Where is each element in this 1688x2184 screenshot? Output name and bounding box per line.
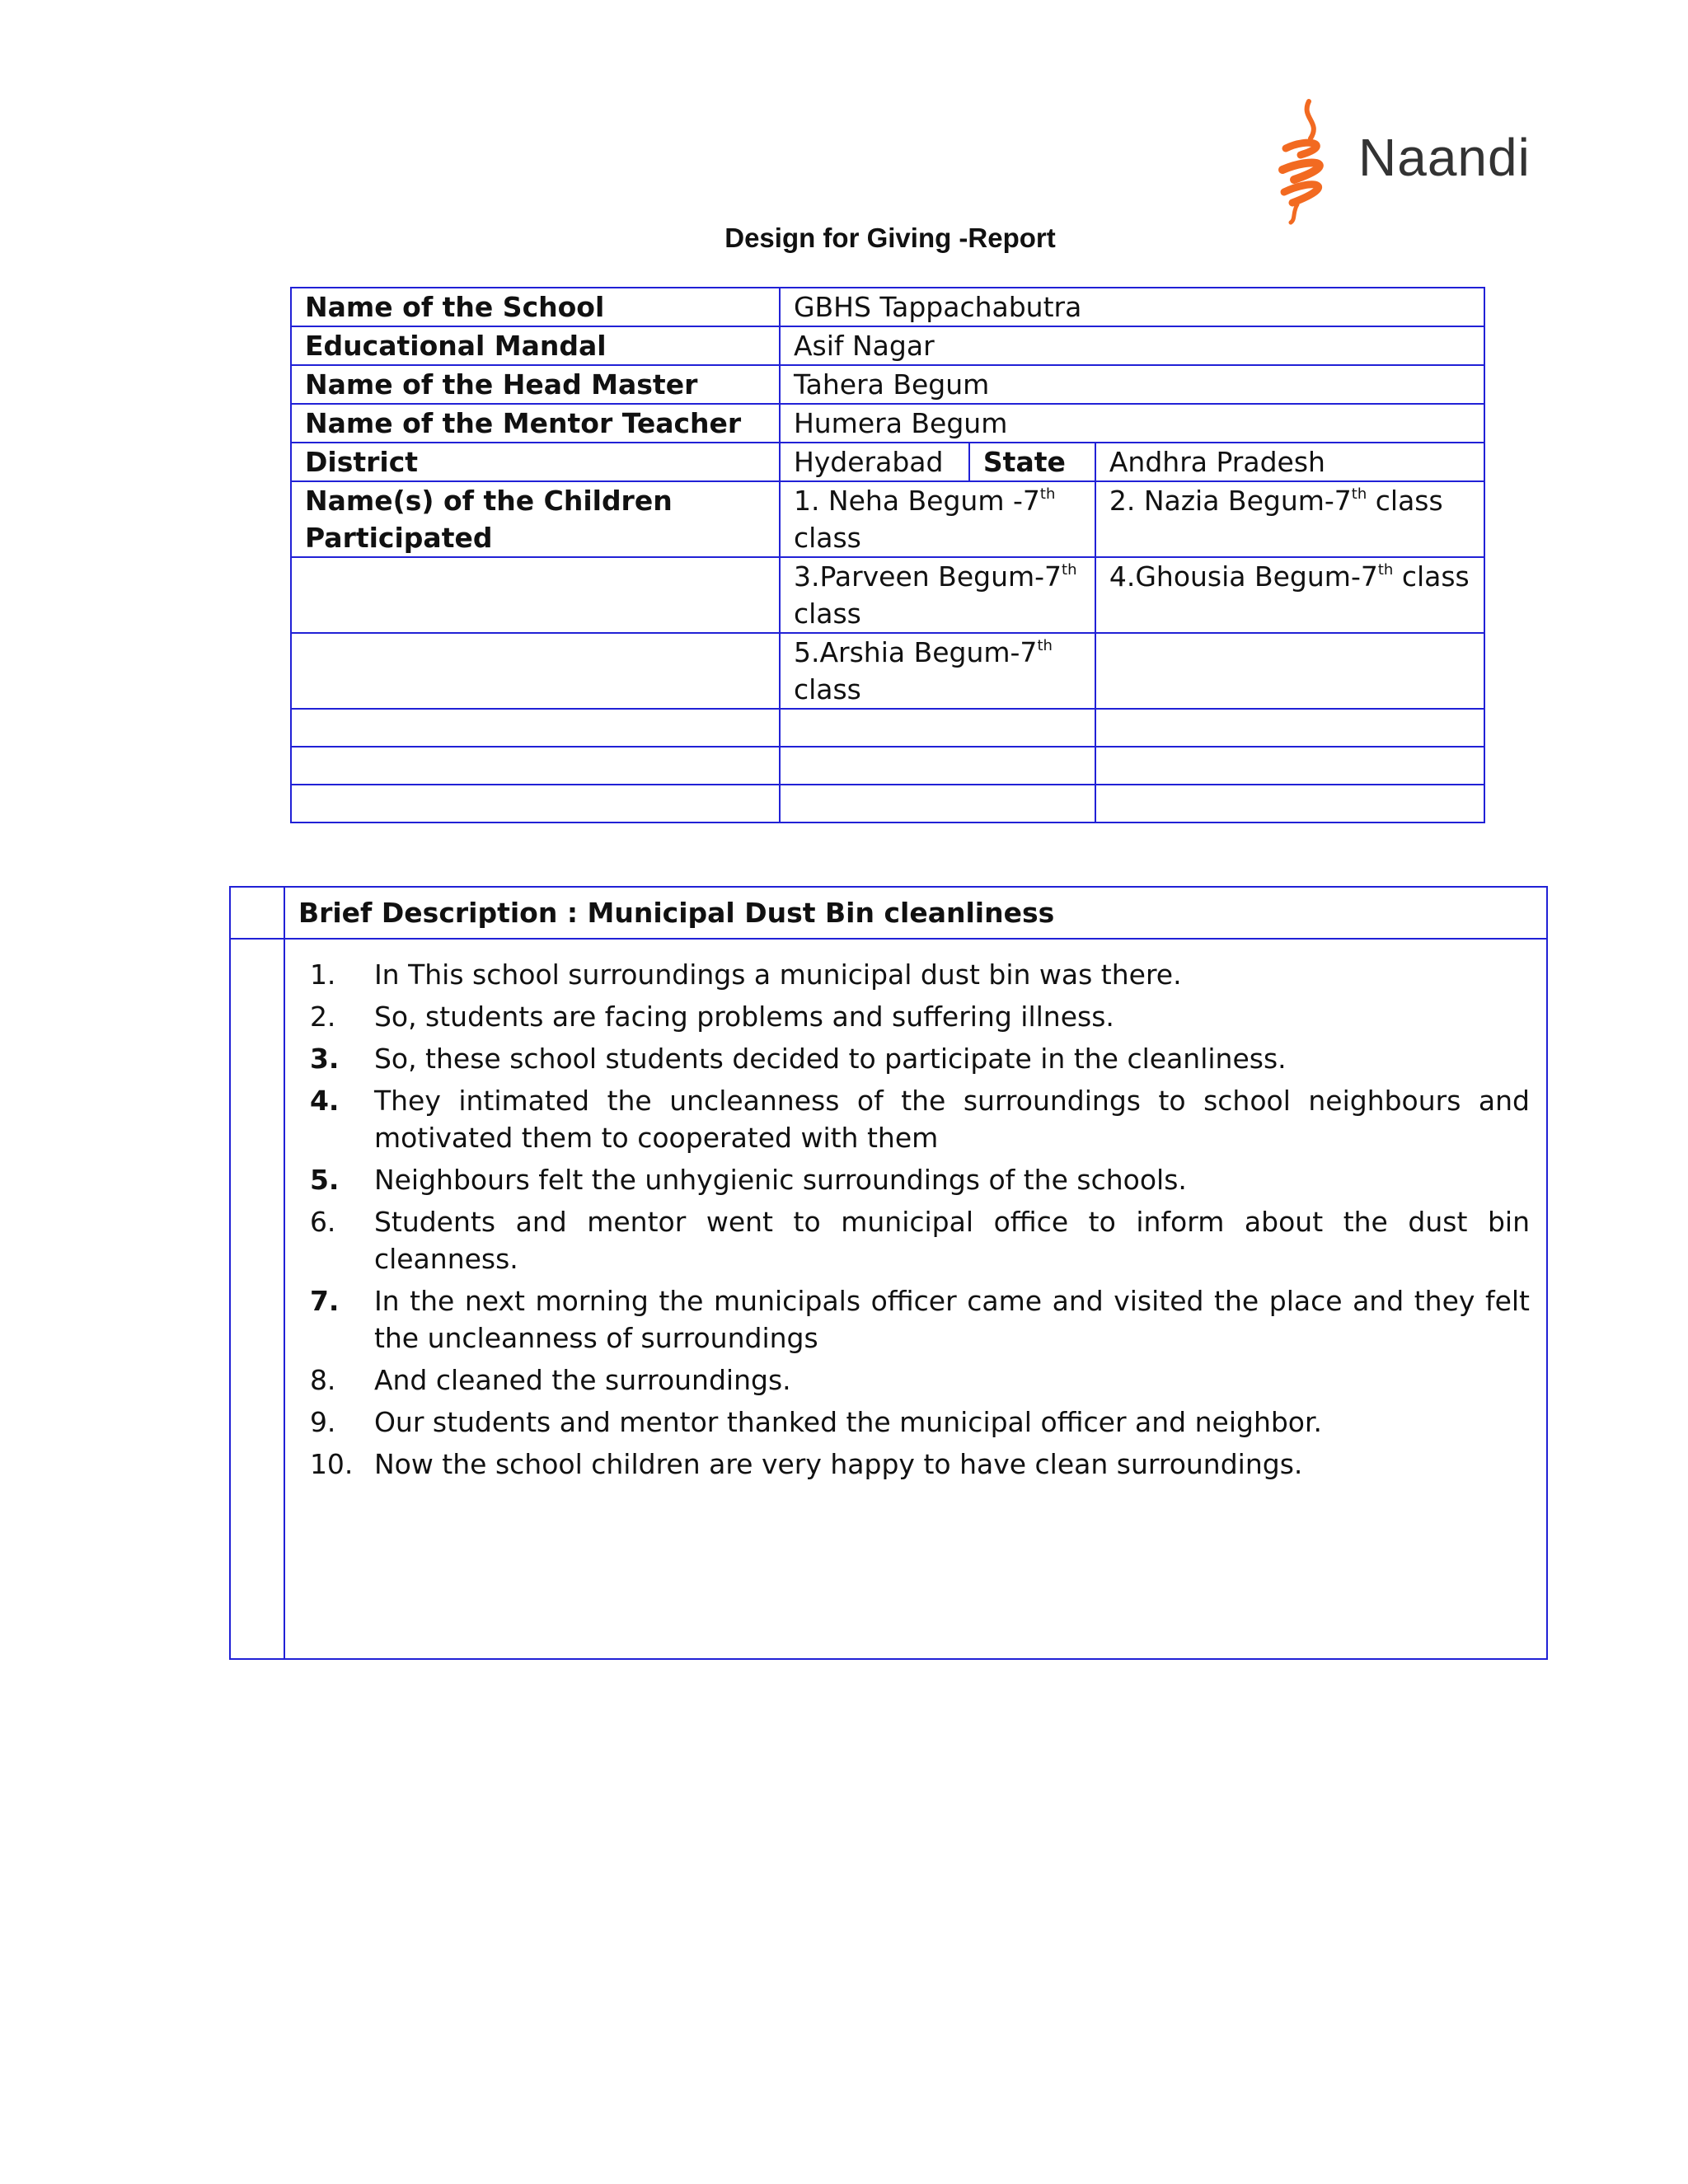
naandi-logo — [1276, 97, 1540, 229]
item-number: 3. — [309, 1043, 340, 1075]
district-value: Hyderabad — [780, 443, 969, 481]
item-text: Students and mentor went to municipal office to inform about the dust bin cleanness. — [373, 1206, 1530, 1275]
description-body — [284, 939, 1547, 1659]
children-label: Name(s) of the Children Participated — [291, 481, 780, 557]
school-value: GBHS Tappachabutra — [780, 288, 1484, 326]
district-label: District — [291, 443, 780, 481]
empty-cell — [291, 633, 780, 709]
mentor-label: Name of the Mentor Teacher — [291, 404, 780, 443]
mandal-value: Asif Nagar — [780, 326, 1484, 365]
item-number: 4. — [309, 1085, 340, 1117]
empty-cell — [780, 709, 1095, 747]
ordinal-suffix: th — [1351, 485, 1367, 503]
item-number: 6. — [309, 1206, 336, 1238]
table-row — [291, 557, 1484, 633]
school-label: Name of the School — [291, 288, 780, 326]
item-number: 8. — [309, 1364, 336, 1396]
list-item — [298, 956, 1530, 993]
ordinal-suffix: th — [1039, 485, 1056, 503]
document-title: Design for Giving -Report — [724, 223, 1056, 253]
list-item — [298, 1082, 1530, 1156]
child-class: class — [793, 598, 861, 630]
item-text: So, these school students decided to participate in the cleanliness. — [373, 1043, 1287, 1075]
empty-cell — [1095, 709, 1484, 747]
description-heading: Brief Description : Municipal Dust Bin cleanliness — [284, 887, 1547, 939]
table-row — [291, 785, 1484, 823]
child-class: class — [793, 673, 861, 705]
empty-cell — [291, 747, 780, 785]
mentor-value: Humera Begum — [780, 404, 1484, 443]
flame-icon — [1276, 97, 1358, 229]
list-item — [298, 1282, 1530, 1357]
mandal-label: Educational Mandal — [291, 326, 780, 365]
ordinal-suffix: th — [1037, 637, 1053, 654]
table-row — [291, 443, 1484, 481]
table-row — [291, 404, 1484, 443]
empty-cell — [230, 887, 284, 939]
school-info-table — [290, 287, 1485, 823]
item-text: In This school surroundings a municipal dust bin was there. — [373, 958, 1182, 991]
ordinal-suffix: th — [1377, 561, 1394, 579]
description-list — [298, 940, 1533, 1483]
item-text: So, students are facing problems and suffering illness. — [373, 1001, 1114, 1033]
empty-cell — [291, 785, 780, 823]
child-name: 1. Neha Begum -7 — [793, 485, 1040, 517]
item-text: Our students and mentor thanked the municipal officer and neighbor. — [373, 1406, 1323, 1438]
item-number: 9. — [309, 1406, 336, 1438]
child-name: 4.Ghousia Begum-7 — [1109, 560, 1378, 593]
table-row — [291, 288, 1484, 326]
child-cell — [1095, 557, 1484, 633]
list-item — [298, 1361, 1530, 1399]
item-text: And cleaned the surroundings. — [373, 1364, 791, 1396]
headmaster-value: Tahera Begum — [780, 365, 1484, 404]
item-number: 7. — [309, 1285, 340, 1317]
item-text: Now the school children are very happy to have clean surroundings. — [373, 1448, 1303, 1480]
child-class: class — [1401, 560, 1470, 593]
child-class: class — [1375, 485, 1443, 517]
headmaster-label: Name of the Head Master — [291, 365, 780, 404]
item-number: 10. — [309, 1448, 354, 1480]
table-row — [291, 481, 1484, 557]
child-cell — [1095, 481, 1484, 557]
state-label: State — [969, 443, 1095, 481]
item-text: They intimated the uncleanness of the surroundings to school neighbours and motivated them to cooperated with them — [373, 1085, 1530, 1154]
child-name: 5.Arshia Begum-7 — [793, 636, 1038, 668]
logo-wordmark: Naandi — [1358, 128, 1531, 187]
child-name: 2. Nazia Begum-7 — [1109, 485, 1352, 517]
list-item — [298, 1446, 1530, 1483]
table-row — [291, 326, 1484, 365]
table-row — [291, 633, 1484, 709]
empty-cell — [291, 709, 780, 747]
table-row — [230, 939, 1547, 1659]
empty-cell — [230, 939, 284, 1659]
child-class: class — [793, 522, 861, 554]
child-cell — [780, 481, 1095, 557]
child-name: 3.Parveen Begum-7 — [793, 560, 1062, 593]
ordinal-suffix: th — [1062, 561, 1077, 579]
list-item — [298, 1161, 1530, 1198]
empty-cell — [1095, 785, 1484, 823]
item-text: In the next morning the municipals officer came and visited the place and they felt the uncleanness of surroundings — [373, 1285, 1530, 1354]
empty-cell — [291, 557, 780, 633]
empty-cell — [1095, 633, 1484, 709]
item-text: Neighbours felt the unhygienic surroundings of the schools. — [373, 1164, 1187, 1196]
item-number: 2. — [309, 1001, 336, 1033]
table-row — [230, 887, 1547, 939]
item-number: 1. — [309, 958, 336, 991]
child-cell — [780, 557, 1095, 633]
empty-cell — [780, 747, 1095, 785]
description-table — [229, 886, 1548, 1660]
list-item — [298, 1040, 1530, 1077]
list-item — [298, 998, 1530, 1035]
item-number: 5. — [309, 1164, 340, 1196]
list-item — [298, 1203, 1530, 1277]
child-cell — [780, 633, 1095, 709]
table-row — [291, 747, 1484, 785]
empty-cell — [1095, 747, 1484, 785]
state-value: Andhra Pradesh — [1095, 443, 1484, 481]
empty-cell — [780, 785, 1095, 823]
table-row — [291, 709, 1484, 747]
table-row — [291, 365, 1484, 404]
list-item — [298, 1404, 1530, 1441]
